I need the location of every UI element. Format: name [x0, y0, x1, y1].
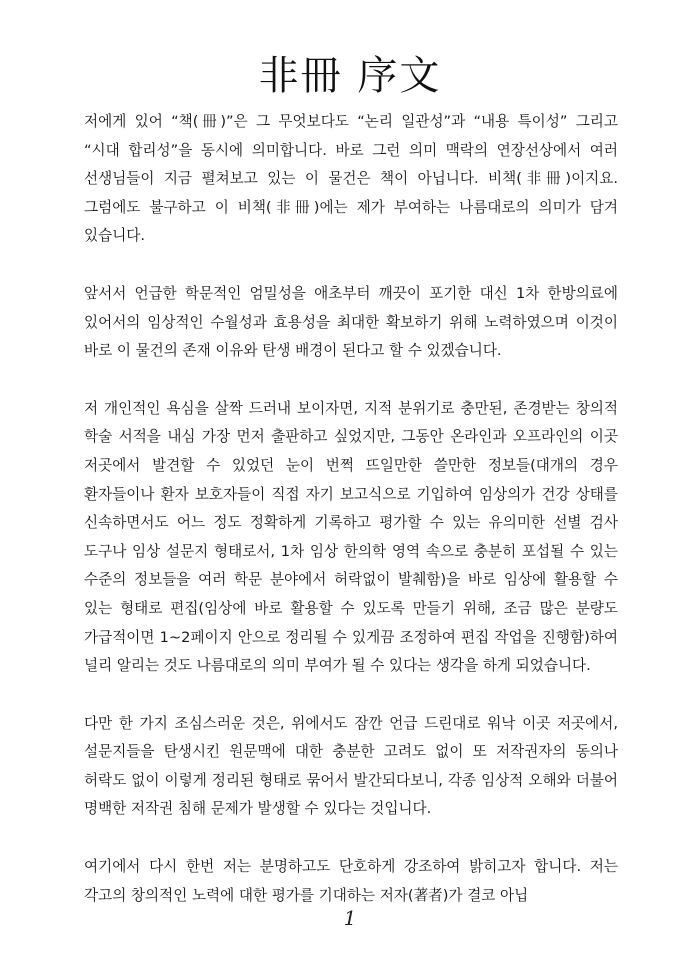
paragraph-5: 여기에서 다시 한번 저는 분명하고도 단호하게 강조하여 밝히고자 합니다. 저는 각고의 창의적인 노력에 대한 평가를 기대하는 저자(著者)가 결코 아닙	[84, 858, 618, 904]
paragraph-3: 저 개인적인 욕심을 살짝 드러내 보이자면, 지적 분위기로 충만된, 존경받는 창의적 학술 서적을 내심 가장 먼저 출판하고 싶었지만, 그동안 온라인과 오프라인의 이곳 저곳에서 발견할 수 있었던 눈이 번쩍 뜨일만한 쓸만한 정보들(대개의 경우 환자들이나 환자 보호자들이 직접 자기 보고식으로 기입하여 임상의가 건강 상태를 신속하면서도 어느 정도 정확하게 기록하고 평가할 수 있는 유의미한 선별 검사 도구나 임상 설문지 형태로서, 1차 임상 한의학 영역 속으로 충분히 포섭될 수 있는 수준의 정보들을 여러 학문 분야에서 허락없이 발췌함)을 바로 임상에 활용할 수 있는 형태로 편집(임상에 바로 활용할 수 있도록 만들기 위해, 조금 많은 분량도 가급적이면 1~2페이지 안으로 정리될 수 있게끔 조정하여 편집 작업을 진행함)하여 널리 알리는 것도 나름대로의 의미 부여가 될 수 있다는 생각을 하게 되었습니다.	[84, 399, 618, 675]
paragraph-4: 다만 한 가지 조심스러운 것은, 위에서도 잠깐 언급 드린대로 워낙 이곳 저곳에서, 설문지들을 탄생시킨 원문맥에 대한 충분한 고려도 없이 또 저작권자의 동의나 허락도 없이 이렇게 정리된 형태로 묶어서 발간되다보니, 각종 임상적 오해와 더불어 명백한 저작권 침해 문제가 발생할 수 있다는 것입니다.	[84, 714, 618, 818]
page-title: 非冊 序文	[258, 53, 442, 99]
paragraph-1: 저에게 있어 “책(冊)”은 그 무엇보다도 “논리 일관성”과 “내용 특이성” 그리고 “시대 합리성”을 동시에 의미합니다. 바로 그런 의미 맥락의 연장선상에서 여러 선생님들이 지금 펼쳐보고 있는 이 물건은 책이 아닙니다. 비책(非冊)이지요. 그럼에도 불구하고 이 비책(非冊)에는 제가 부여하는 나름대로의 의미가 담겨 있습니다.	[84, 113, 618, 245]
paragraph-2: 앞서서 언급한 학문적인 엄밀성을 애초부터 깨끗이 포기한 대신 1차 한방의료에 있어서의 임상적인 수월성과 효용성을 최대한 확보하기 위해 노력하였으며 이것이 바로 이 물건의 존재 이유와 탄생 배경이 된다고 할 수 있겠습니다.	[84, 284, 618, 360]
page-number: 1	[343, 906, 357, 930]
body-text	[84, 108, 618, 910]
